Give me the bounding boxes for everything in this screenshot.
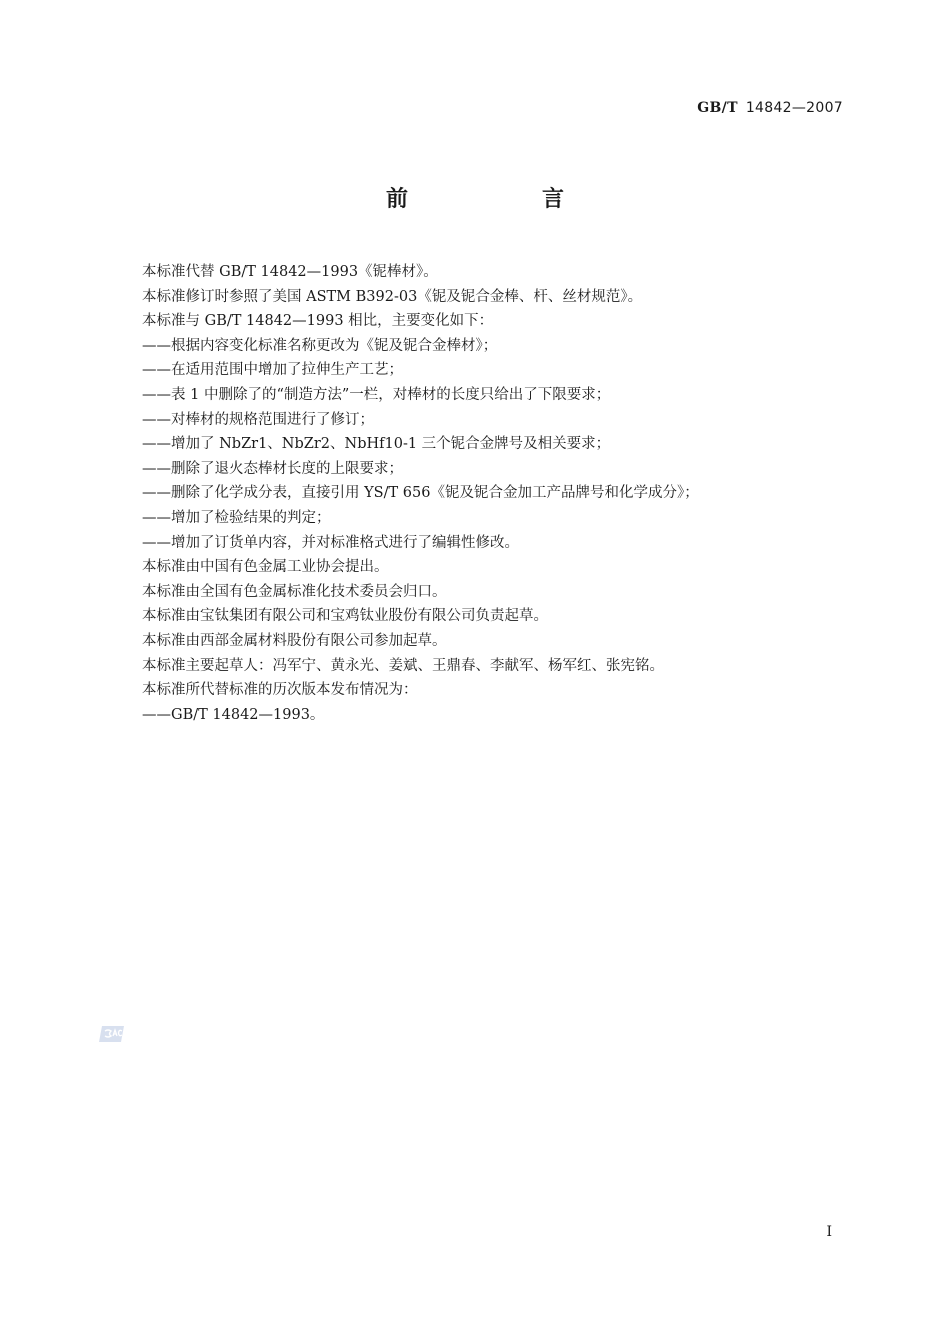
change-item: ——根据内容变化标准名称更改为《铌及铌合金棒材》； — [142, 337, 498, 354]
paragraph: 本标准代替 GB/T 14842—1993《铌棒材》。 — [142, 264, 438, 280]
paragraph: 本标准由中国有色金属工业协会提出。 — [142, 559, 389, 576]
paragraph: 本标准主要起草人：冯军宁、黄永光、姜斌、王鼎春、李献军、杨军红、张宪铭。 — [142, 657, 664, 674]
paragraph: 本标准所代替标准的历次版本发布情况为： — [142, 682, 418, 699]
page-number: I — [826, 1224, 832, 1240]
page-title: 前 言 — [385, 187, 620, 212]
paragraph: 本标准由全国有色金属标准化技术委员会归口。 — [142, 583, 447, 600]
paragraph: 本标准修订时参照了美国 ASTM B392-03《铌及铌合金棒、杆、丝材规范》。 — [142, 288, 643, 305]
standard-code — [697, 100, 843, 116]
paragraph: 本标准由西部金属材料股份有限公司参加起草。 — [142, 632, 447, 649]
history-item: ——GB/T 14842—1993。 — [142, 706, 325, 723]
paragraph: 本标准由宝钛集团有限公司和宝鸡钛业股份有限公司负责起草。 — [142, 608, 548, 625]
change-item: ——表 1 中删除了的“制造方法”一栏，对棒材的长度只给出了下限要求； — [142, 386, 611, 403]
change-item: ——对棒材的规格范围进行了修订； — [142, 411, 374, 428]
change-item: ——增加了检验结果的判定； — [142, 509, 331, 526]
standard-number: 14842—2007 — [745, 100, 843, 116]
change-item: ——增加了 NbZr1、NbZr2、NbHf10-1 三个铌合金牌号及相关要求； — [142, 436, 611, 453]
paragraph: 本标准与 GB/T 14842—1993 相比，主要变化如下： — [142, 313, 494, 330]
change-item: ——在适用范围中增加了拉伸生产工艺； — [142, 362, 403, 379]
change-item: ——删除了化学成分表，直接引用 YS/T 656《铌及铌合金加工产品牌号和化学成分》； — [142, 485, 699, 502]
sac-logo-icon — [98, 1023, 126, 1045]
standard-prefix: GB/T — [697, 100, 738, 116]
foreword-body — [142, 260, 842, 727]
change-item: ——删除了退火态棒材长度的上限要求； — [142, 460, 403, 477]
change-item: ——增加了订货单内容，并对标准格式进行了编辑性修改。 — [142, 534, 519, 551]
